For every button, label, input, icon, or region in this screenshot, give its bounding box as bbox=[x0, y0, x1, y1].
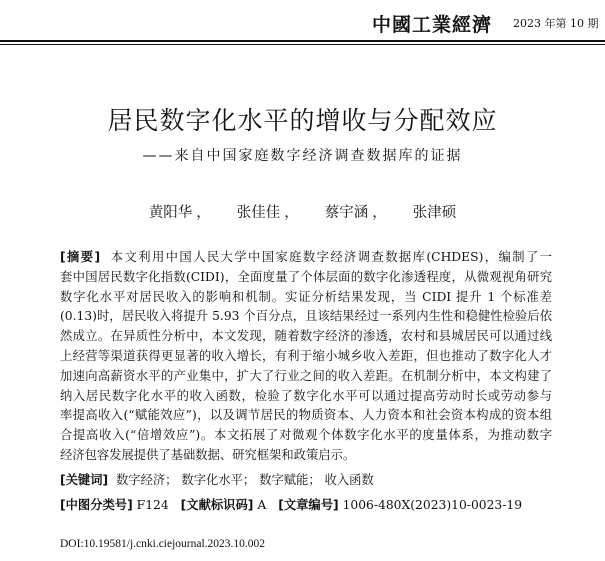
abstract-label: [摘要] bbox=[60, 250, 101, 264]
abstract-line: 经济包容发展提供了基础数据、研究框架和政策启示。 bbox=[60, 447, 356, 462]
abstract-line: (0.13)时，居民收入将提升 5.93 个百分点，且该结果经过一系列内生性和稳健性检验后依 bbox=[60, 309, 552, 324]
author-separator: ， bbox=[372, 205, 387, 221]
keywords: [关键词] 数字经济； 数字化水平； 数字赋能； 收入函数 bbox=[60, 473, 374, 487]
keyword: 数字化水平 bbox=[181, 473, 243, 487]
abstract-line: 套中国居民数字化指数(CIDI)，全面度量了个体层面的数字化渗透程度，从微观视角研究 bbox=[60, 269, 552, 284]
abstract-line: 加速向高薪资水平的产业集中，扩大了行业之间的收入差距。在机制分析中，本文构建了 bbox=[60, 368, 552, 383]
author-name: 张佳佳 bbox=[236, 205, 281, 221]
header-rule-thick bbox=[0, 40, 605, 42]
author-name: 黄阳华 bbox=[148, 205, 193, 221]
author-separator: ， bbox=[196, 205, 211, 221]
clc-label: [中图分类号] bbox=[60, 498, 133, 512]
abstract-line: 合提高收入(“倍增效应”)。本文拓展了对微观个体数字化水平的度量体系，为推动数字 bbox=[60, 428, 552, 443]
author-separator: ， bbox=[284, 205, 299, 221]
author-list bbox=[0, 201, 605, 222]
article-subtitle: ——来自中国家庭数字经济调查数据库的证据 bbox=[142, 148, 463, 164]
abstract-line: 然成立。在异质性分析中，本文发现，随着数字经济的渗透，农村和县城居民可以通过线 bbox=[60, 329, 552, 344]
doi: DOI:10.19581/j.cnki.ciejournal.2023.10.002 bbox=[60, 538, 266, 550]
journal-name: 中國工業經濟 bbox=[372, 14, 493, 36]
author-name: 张津硕 bbox=[412, 205, 457, 221]
classification-line bbox=[60, 495, 522, 513]
abstract-line: 数字化水平对居民收入的影响和机制。实证分析结果发现，当 CIDI 提升 1 个标准差 bbox=[60, 289, 552, 304]
doc-code-value: A bbox=[257, 498, 267, 512]
keyword: 数字经济 bbox=[115, 473, 166, 487]
doc-code-label: [文献标识码] bbox=[180, 498, 254, 512]
keywords-label: [关键词] bbox=[60, 473, 109, 487]
issue-number: 2023 年第 10 期 bbox=[513, 17, 599, 30]
article-number-label: [文章编号] bbox=[278, 498, 339, 512]
article-title: 居民数字化水平的增收与分配效应 bbox=[107, 106, 498, 135]
journal-header bbox=[0, 0, 605, 42]
keyword: 收入函数 bbox=[324, 473, 374, 487]
abstract-line: 纳入居民数字化水平的收入函数，检验了数字化水平可以通过提高劳动时长或劳动参与 bbox=[60, 388, 552, 403]
clc-value: F124 bbox=[136, 498, 169, 512]
article-number-value: 1006-480X(2023)10-0023-19 bbox=[342, 498, 523, 512]
header-rule-thin bbox=[0, 44, 605, 45]
author-name: 蔡宇涵 bbox=[324, 205, 369, 221]
abstract-line: [摘要] 本文利用中国人民大学中国家庭数字经济调查数据库(CHDES)，编制了一 bbox=[60, 250, 552, 264]
keyword: 数字赋能 bbox=[259, 473, 309, 487]
abstract-line: 上经营等渠道获得更显著的收入增长，有利于缩小城乡收入差距，但也推动了数字化人才 bbox=[60, 348, 552, 363]
abstract-line: 率提高收入(“赋能效应”)，以及调节居民的物质资本、人力资本和社会资本构成的资本组 bbox=[60, 408, 552, 423]
abstract bbox=[60, 248, 552, 466]
